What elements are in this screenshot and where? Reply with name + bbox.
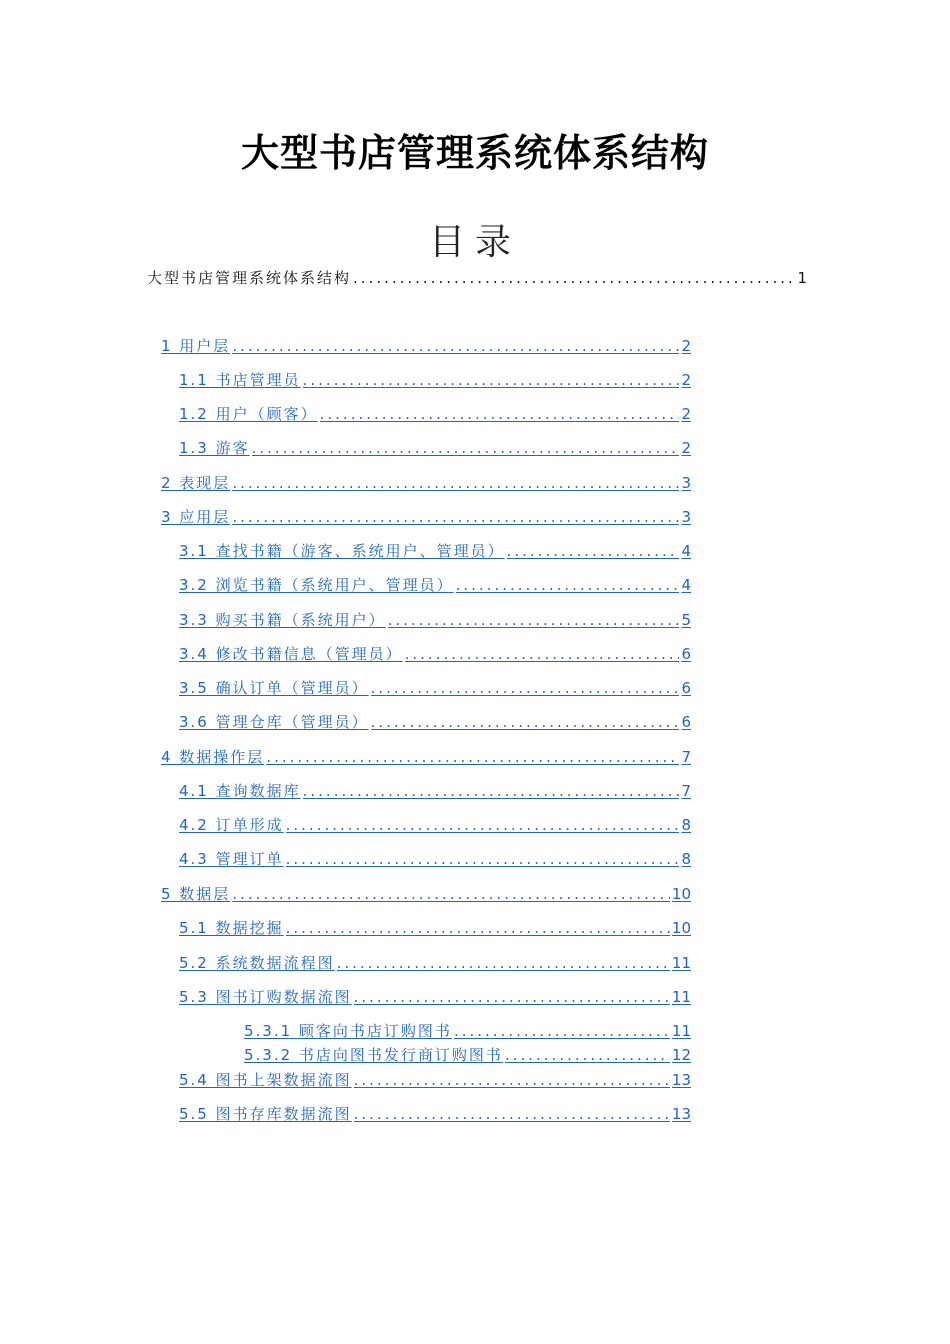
toc-entry-label: 2 表现层	[161, 474, 231, 492]
toc-entry-label: 5 数据层	[161, 885, 231, 903]
toc-entry-page: 4	[681, 542, 691, 560]
toc-entry-label: 1.1 书店管理员	[179, 371, 301, 389]
toc-entry-5-3[interactable]	[179, 987, 691, 1007]
toc-leader-dots	[286, 918, 670, 938]
toc-entry-label: 3 应用层	[161, 508, 231, 526]
toc-leader-dots	[232, 884, 670, 904]
toc-leader-dots	[507, 541, 680, 561]
toc-entry-page: 3	[681, 508, 691, 526]
toc-entry-2[interactable]	[161, 473, 691, 493]
toc-entry-page: 1	[797, 269, 807, 287]
toc-entry-label: 大型书店管理系统体系结构	[147, 269, 352, 287]
toc-entry-label: 3.1 查找书籍（游客、系统用户、管理员）	[179, 542, 505, 560]
toc-entry-5-3-1[interactable]	[244, 1021, 691, 1041]
toc-entry-label: 3.2 浏览书籍（系统用户、管理员）	[179, 576, 454, 594]
toc-leader-dots	[454, 1021, 670, 1041]
toc-entry-label: 5.3 图书订购数据流图	[179, 988, 352, 1006]
toc-entry-page: 10	[671, 919, 691, 937]
toc-entry-1-3[interactable]	[179, 438, 691, 458]
toc-entry-5-5[interactable]	[179, 1104, 691, 1124]
toc-entry-3-3[interactable]	[179, 610, 691, 630]
toc-entry-label: 4.2 订单形成	[179, 816, 284, 834]
toc-entry-4-2[interactable]	[179, 815, 691, 835]
toc-leader-dots	[371, 678, 680, 698]
toc-leader-dots	[252, 438, 680, 458]
toc-entry-5-4[interactable]	[179, 1070, 691, 1090]
toc-entry-label: 3.5 确认订单（管理员）	[179, 679, 369, 697]
toc-entry-1-1[interactable]	[179, 370, 691, 390]
toc-entry-page: 12	[671, 1046, 691, 1064]
toc-entry-page: 11	[671, 988, 691, 1006]
toc-entry-5-1[interactable]	[179, 918, 691, 938]
toc-entry-4-1[interactable]	[179, 781, 691, 801]
toc-entry-4[interactable]	[161, 747, 691, 767]
toc-entry-page: 10	[671, 885, 691, 903]
toc-entry-5-3-2[interactable]	[244, 1045, 691, 1065]
toc-leader-dots	[232, 336, 679, 356]
toc-entry-label: 5.2 系统数据流程图	[179, 954, 335, 972]
toc-entry-label: 5.1 数据挖掘	[179, 919, 284, 937]
toc-entry-page: 3	[681, 474, 691, 492]
toc-entry-3-4[interactable]	[179, 644, 691, 664]
toc-entry-page: 6	[681, 713, 691, 731]
toc-leader-dots	[232, 507, 679, 527]
toc-leader-dots	[405, 644, 680, 664]
toc-entry-page: 13	[671, 1071, 691, 1089]
toc-entry-label: 5.5 图书存库数据流图	[179, 1105, 352, 1123]
toc-entry-label: 4.3 管理订单	[179, 850, 284, 868]
toc-entry-label: 3.3 购买书籍（系统用户）	[179, 611, 386, 629]
toc-entry-5-2[interactable]	[179, 953, 691, 973]
toc-entry-page: 6	[681, 679, 691, 697]
toc-leader-dots	[456, 575, 680, 595]
toc-entry-page: 2	[681, 405, 691, 423]
toc-heading: 目录	[428, 222, 521, 263]
toc-entry-page: 2	[681, 337, 691, 355]
toc-entry-page: 7	[681, 748, 691, 766]
toc-leader-dots	[303, 370, 680, 390]
toc-entry-label: 1.2 用户（顾客）	[179, 405, 318, 423]
toc-leader-dots	[353, 268, 795, 288]
toc-leader-dots	[371, 712, 680, 732]
toc-entry-page: 13	[671, 1105, 691, 1123]
toc-entry-title	[147, 268, 807, 288]
toc-entry-page: 8	[681, 816, 691, 834]
toc-leader-dots	[303, 781, 680, 801]
toc-leader-dots	[354, 987, 670, 1007]
toc-entry-page: 4	[681, 576, 691, 594]
toc-leader-dots	[388, 610, 680, 630]
toc-entry-1-2[interactable]	[179, 404, 691, 424]
toc-entry-label: 1.3 游客	[179, 439, 250, 457]
toc-entry-4-3[interactable]	[179, 849, 691, 869]
toc-entry-page: 7	[681, 782, 691, 800]
toc-entry-page: 8	[681, 850, 691, 868]
toc-entry-3-1[interactable]	[179, 541, 691, 561]
toc-entry-3[interactable]	[161, 507, 691, 527]
toc-entry-3-2[interactable]	[179, 575, 691, 595]
toc-leader-dots	[354, 1070, 670, 1090]
toc-entry-page: 11	[671, 954, 691, 972]
toc-leader-dots	[354, 1104, 670, 1124]
toc-entry-label: 3.6 管理仓库（管理员）	[179, 713, 369, 731]
toc-entry-label: 4.1 查询数据库	[179, 782, 301, 800]
toc-entry-page: 11	[671, 1022, 691, 1040]
toc-leader-dots	[320, 404, 680, 424]
toc-entry-label: 4 数据操作层	[161, 748, 265, 766]
toc-leader-dots	[505, 1045, 670, 1065]
toc-entry-page: 2	[681, 371, 691, 389]
toc-entry-label: 1 用户层	[161, 337, 231, 355]
document-title: 大型书店管理系统体系结构	[240, 131, 709, 175]
toc-leader-dots	[266, 747, 679, 767]
toc-entry-page: 2	[681, 439, 691, 457]
toc-entry-label: 5.3.2 书店向图书发行商订购图书	[244, 1046, 503, 1064]
toc-entry-page: 6	[681, 645, 691, 663]
toc-entry-3-6[interactable]	[179, 712, 691, 732]
toc-entry-page: 5	[681, 611, 691, 629]
toc-entry-label: 5.3.1 顾客向书店订购图书	[244, 1022, 452, 1040]
toc-leader-dots	[337, 953, 670, 973]
toc-entry-1[interactable]	[161, 336, 691, 356]
toc-entry-5[interactable]	[161, 884, 691, 904]
toc-leader-dots	[286, 815, 680, 835]
toc-entry-label: 3.4 修改书籍信息（管理员）	[179, 645, 403, 663]
toc-entry-3-5[interactable]	[179, 678, 691, 698]
toc-leader-dots	[286, 849, 680, 869]
toc-entry-label: 5.4 图书上架数据流图	[179, 1071, 352, 1089]
toc-leader-dots	[232, 473, 679, 493]
